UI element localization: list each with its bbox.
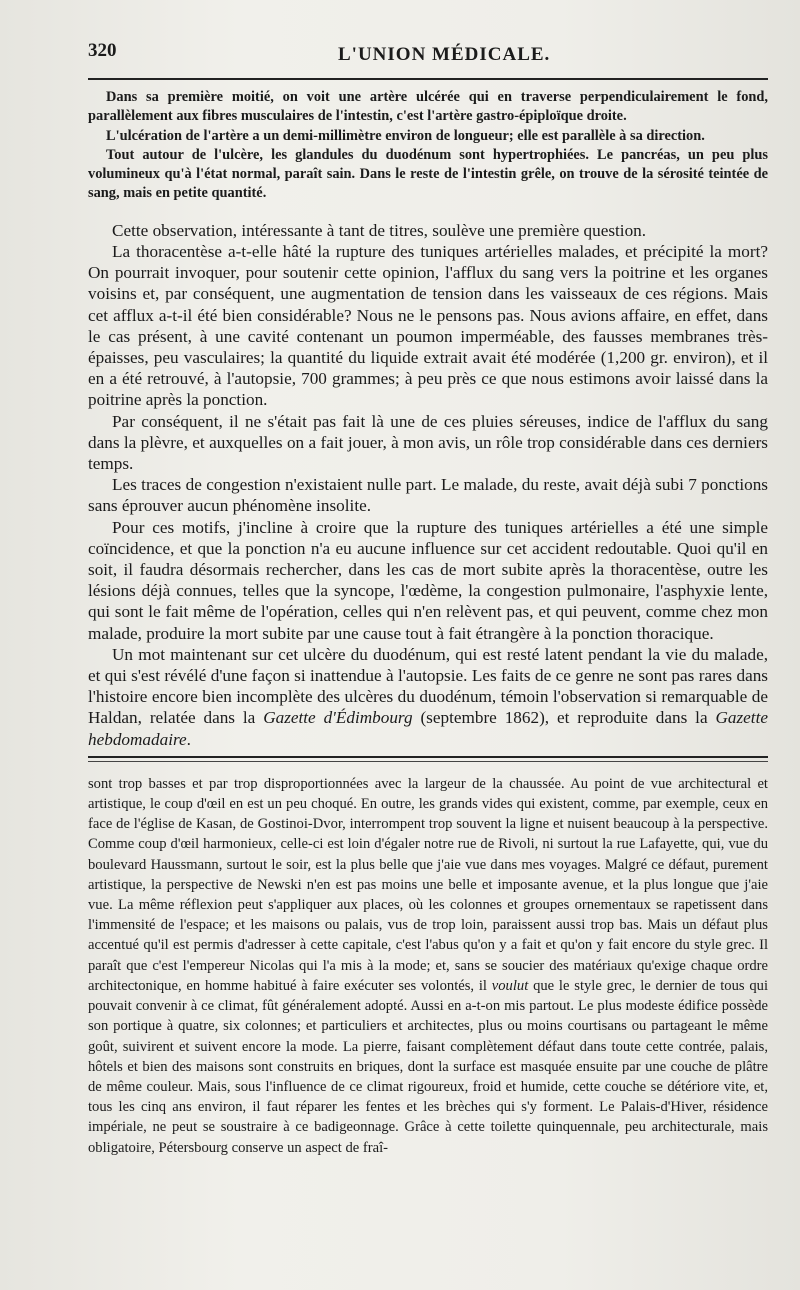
feuilleton-paragraph	[88, 774, 768, 1158]
page-number: 320	[88, 40, 117, 61]
observation-paragraph: L'ulcération de l'artère a un demi-millimètre environ de longueur; elle est parallèle à sa direction.	[106, 127, 705, 144]
running-title: L'UNION MÉDICALE.	[338, 44, 551, 65]
feuilleton-separator	[88, 756, 768, 762]
article-paragraph: Par conséquent, il ne s'était pas fait là une de ces pluies séreuses, indice de l'afflux du sang dans la plèvre, et auxquelles on a fait jouer, à mon avis, un rôle trop considérable dans ces derniers temps.	[88, 411, 768, 474]
observation-continuation	[88, 88, 768, 204]
paragraph-text: .	[186, 729, 191, 749]
main-article	[88, 220, 768, 750]
journal-title: Gazette d'Édimbourg	[263, 708, 413, 728]
article-paragraph: Cette observation, intéressante à tant de titres, soulève une première question.	[112, 220, 647, 240]
header-rule	[88, 78, 768, 80]
paragraph-text: Un mot maintenant sur cet ulcère du duodénum, qui est resté latent pendant la vie du malade, et qui s'est révélé d'une façon si inattendue à l'autopsie. Les faits de ce genre ne sont pas rares dans l'histoire encore bien incomplète des ulcères du duodénum, témoin l'observation si remarquable de Haldan, relatée dans la	[88, 644, 768, 728]
paragraph-text: que le style grec, le dernier de tous qui pouvait convenir à ce climat, fût généralement adopté. Aussi en a-t-on mis partout. Le plus modeste édifice possède son portique à quatre, six colonnes; et particuliers et architectes, plus ou moins courtisans ou partageant le même goût, suivirent et suivent encore la mode. La pierre, faisant complètement défaut dans toute cette contrée, palais, hôtels et bien des maisons sont construits en briques, dont la surface est masquée ensuite par une couche de plâtre de même couleur. Mais, sous l'influence de ce climat rigoureux, froid et humide, cette couche se détériore vite, et, tous les cinq ans environ, il faut réparer les fentes et les brèches qui s'y forment. Le Palais-d'Hiver, résidence impériale, ne peut se soustraire à ce badigeonnage. Grâce à cette toilette quinquennale, peu architecturale, mais obligatoire, Pétersbourg conserve un aspect de fraî-	[88, 977, 768, 1156]
feuilleton-section	[88, 774, 768, 1158]
page-header	[88, 40, 768, 74]
journal-title: Gazette hebdomadaire	[88, 708, 768, 749]
article-paragraph: La thoracentèse a-t-elle hâté la rupture des tuniques artérielles malades, et précipité la mort? On pourrait invoquer, pour soutenir cette opinion, l'afflux du sang vers la poitrine et les organes voisins et, par conséquent, une augmentation de tension dans les vaisseaux de ces régions. Mais cet afflux a-t-il été bien considérable? Nous ne le pensons pas. Nous avions affaire, en effet, dans le cas présent, à une cavité contenant un poumon imperméable, des fausses membranes très-épaisses, peu vasculaires; la quantité du liquide extrait avait été modérée (1,200 gr. environ), et il en a été retrouvé, à l'autopsie, 700 grammes; à peu près ce que nous estimons avoir laissé dans la poitrine après la ponction.	[88, 241, 768, 410]
article-paragraph: Pour ces motifs, j'incline à croire que la rupture des tuniques artérielles a été une simple coïncidence, et que la ponction n'a eu aucune influence sur cet accident redoutable. Quoi qu'il en soit, il faudra désormais rechercher, dans les cas de mort subite après la thoracentèse, outre les lésions déjà connues, telles que la syncope, l'œdème, la congestion pulmonaire, l'asphyxie lente, qui sont le fait même de l'opération, celles qui n'en relèvent pas, et qui peuvent, comme chez mon malade, produire la mort subite par une cause tout à fait étrangère à la ponction thoracique.	[88, 517, 768, 643]
paragraph-text: (septembre 1862), et reproduite dans la	[412, 708, 716, 728]
paragraph-text: sont trop basses et par trop disproportionnées avec la largeur de la chaussée. Au point de vue architectural et artistique, le coup d'œil en est un peu choqué. En outre, les grands vides qui existent, comme, par exemple, ceux en face de l'église de Kasan, de Gostinoi-Dvor, interrompent trop souvent la ligne et nuisent beaucoup à la perspective. Comme coup d'œil harmonieux, celle-ci est loin d'égaler notre rue de Rivoli, ni surtout la rue Lafayette, qui, vue du boulevard Haussmann, surtout le soir, est la plus belle que j'aie vue dans mes voyages. Malgré ce défaut, purement artistique, la perspective de Newski n'en est pas moins une belle et imposante avenue, et la plus longue que j'aie vue. La même réflexion peut s'appliquer aux places, où les colonnes et groupes ornementaux se rapetissent dans l'immensité de l'espace; et les maisons ou palais, vus de trop loin, paraissent aussi trop bas. Mais un défaut plus accentué qu'il est permis d'adresser à cette capitale, c'est l'abus qu'on y a fait et qu'on y fait encore du style grec. Il paraît que c'est l'empereur Nicolas qui l'a mis à la mode; et, sans se soucier des matériaux qu'exige chaque ordre architectonique, en homme habitué à faire exécuter ses volontés, il	[88, 775, 768, 994]
article-paragraph: Les traces de congestion n'existaient nulle part. Le malade, du reste, avait déjà subi 7 ponctions sans éprouver aucun phénomène insolite.	[88, 475, 768, 516]
observation-paragraph: Tout autour de l'ulcère, les glandules du duodénum sont hypertrophiées. Le pancréas, un peu plus volumineux qu'à l'état normal, paraît sain. Dans le reste de l'intestin grêle, on trouve de la sérosité teintée de sang, mais en petite quantité.	[88, 146, 768, 202]
emphasized-word: voulut	[491, 977, 529, 994]
observation-paragraph: Dans sa première moitié, on voit une artère ulcérée qui en traverse perpendiculairement le fond, parallèlement aux fibres musculaires de l'intestin, c'est l'artère gastro-épiploïque droite.	[88, 89, 768, 125]
article-paragraph	[88, 644, 768, 750]
